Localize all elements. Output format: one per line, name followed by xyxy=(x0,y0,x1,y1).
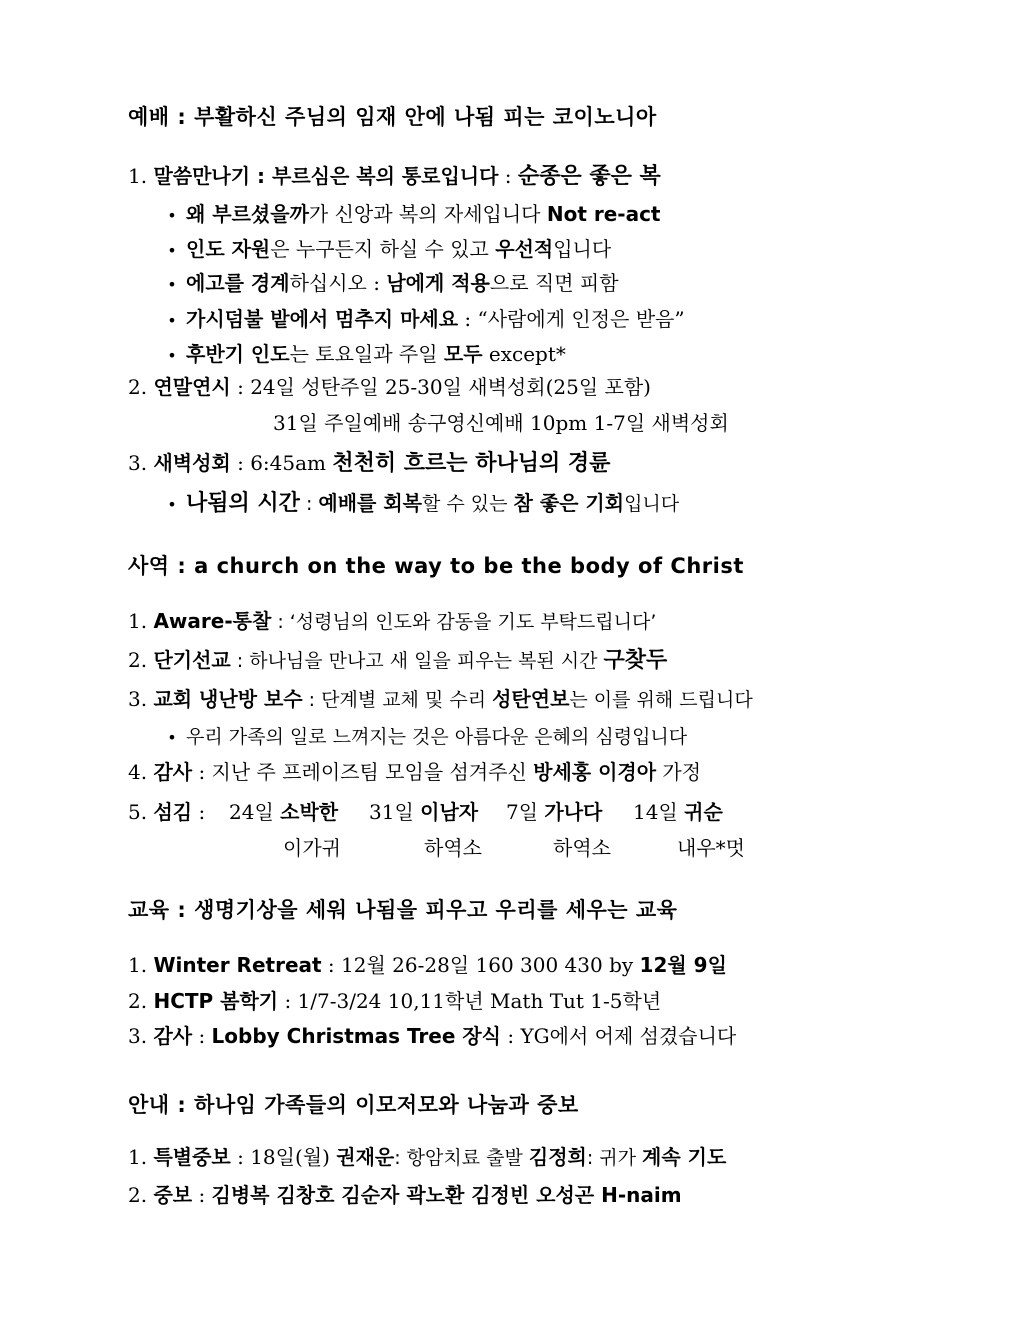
worship-bullet xyxy=(158,200,661,230)
bullet-text: 가 신앙과 복의 자세입니다 xyxy=(308,202,547,226)
worship-bullet xyxy=(158,269,619,299)
ministry-item-5 xyxy=(128,798,205,826)
notice-item-1 xyxy=(128,1143,726,1172)
item-bold: 김정희 xyxy=(528,1145,587,1169)
service-date xyxy=(229,798,338,826)
item-text: 는 이를 위해 드립니다 xyxy=(569,689,753,711)
service-sub: 하역소 xyxy=(553,836,611,860)
service-day: 7일 xyxy=(506,800,539,824)
worship-item-2-line2: 31일 주일예배 송구영신예배 10pm 1-7일 새벽성회 xyxy=(273,411,729,435)
worship-bullet xyxy=(158,340,566,370)
item-text: : 24일 성탄주일 25-30일 새벽성회(25일 포함) xyxy=(230,375,651,399)
bullet-bold: 모두 xyxy=(443,342,483,366)
bullet-icon: • xyxy=(167,346,177,365)
item-text: : 12월 26-28일 160 300 430 by xyxy=(321,953,640,977)
item-label: 감사 xyxy=(153,760,193,784)
bullet-icon: • xyxy=(167,275,177,294)
bullet-bold: 남에게 적용 xyxy=(386,271,490,295)
item-number: 1. xyxy=(128,164,148,188)
education-heading: 교육 : 생명기상을 세워 나됨을 피우고 우리를 세우는 교육 xyxy=(128,898,678,922)
bullet-icon: • xyxy=(167,206,177,225)
worship-bullet xyxy=(158,305,685,335)
service-day: 24일 xyxy=(229,800,274,824)
education-item-3 xyxy=(128,1022,736,1050)
bullet-icon: • xyxy=(167,311,177,330)
item-label: 단기선교 xyxy=(153,648,231,672)
service-date xyxy=(633,798,723,826)
item-number: 3. xyxy=(128,1024,148,1048)
item-bold: 성탄연보 xyxy=(492,687,570,711)
service-date xyxy=(369,798,478,826)
bullet-text: 우리 가족의 일로 느껴지는 것은 아름다운 은혜의 심령입니다 xyxy=(186,726,688,748)
item-label: 특별중보 xyxy=(153,1145,231,1169)
bullet-icon: • xyxy=(167,728,177,747)
sermon-subtitle: 순종은 좋은 복 xyxy=(517,164,661,189)
item-number: 2. xyxy=(128,989,148,1013)
item-text: : xyxy=(192,1183,212,1207)
item-number: 5. xyxy=(128,800,148,824)
item-label: HCTP 봄학기 xyxy=(153,989,279,1013)
ministry-item-3 xyxy=(128,685,753,714)
item-label: 교회 냉난방 보수 xyxy=(153,687,303,711)
item-number: 3. xyxy=(128,687,148,711)
item-text: : 단계별 교체 및 수리 xyxy=(302,689,493,711)
item-number: 3. xyxy=(128,451,148,475)
item-text: : xyxy=(192,1024,212,1048)
bullet-bold: 예배를 회복 xyxy=(318,491,422,515)
service-date xyxy=(506,798,602,826)
bullet-text: 으로 직면 피함 xyxy=(489,271,619,295)
bullet-bold: 후반기 인도 xyxy=(186,342,290,366)
item-bold: Lobby Christmas Tree 장식 xyxy=(211,1024,502,1048)
bullet-bold: 인도 자원 xyxy=(186,237,271,261)
bullet-text: 하십시오 : xyxy=(289,271,387,295)
service-sub: 내우*멋 xyxy=(677,836,745,860)
bullet-text: 할 수 있는 xyxy=(421,493,514,515)
bullet-bold: 참 좋은 기회 xyxy=(513,491,625,515)
bullet-bold: 가시덤불 밭에서 멈추지 마세요 xyxy=(186,307,459,331)
item-text: : YG에서 어제 섬겼습니다 xyxy=(501,1024,737,1048)
service-name: 이남자 xyxy=(420,800,479,824)
notice-heading: 안내 : 하나임 가족들의 이모저모와 나눔과 중보 xyxy=(128,1093,579,1117)
service-name: 귀순 xyxy=(684,800,723,824)
item-text: : 1/7-3/24 10,11학년 Math Tut 1-5학년 xyxy=(278,989,662,1013)
bullet-bold: 나됨의 시간 xyxy=(186,491,300,516)
item-text: : ‘성령님의 인도와 감동을 기도 부탁드립니다’ xyxy=(271,611,657,633)
notice-item-2 xyxy=(128,1181,682,1209)
bullet-text: 은 누구든지 하실 수 있고 xyxy=(270,237,496,261)
item-text: : 18일(월) xyxy=(230,1145,337,1169)
ministry-heading: 사역 : a church on the way to be the body of Christ xyxy=(128,554,744,578)
bullet-bold: 우선적 xyxy=(495,237,554,261)
item-bold: 계속 기도 xyxy=(642,1145,727,1169)
service-day: 14일 xyxy=(633,800,678,824)
item-bold: 구찾두 xyxy=(603,648,668,673)
separator: : xyxy=(192,800,206,824)
bullet-text: 입니다 xyxy=(553,237,612,261)
item-label: 연말연시 xyxy=(153,375,231,399)
item-label: 말씀만나기 xyxy=(153,164,251,188)
item-text: : 항암치료 출발 xyxy=(394,1147,529,1169)
item-number: 2. xyxy=(128,375,148,399)
separator: : xyxy=(498,164,518,188)
worship-item-1 xyxy=(128,162,661,191)
bullet-text: except* xyxy=(482,342,566,366)
item-label: 새벽성회 xyxy=(153,451,231,475)
bullet-text: : xyxy=(299,493,319,515)
bullet-text: : “사람에게 인정은 받음” xyxy=(458,307,685,331)
bullet-bold: 에고를 경계 xyxy=(186,271,290,295)
service-day: 31일 xyxy=(369,800,414,824)
item-label: Aware-통찰 xyxy=(153,609,272,633)
item-label: 중보 xyxy=(153,1183,193,1207)
item-bold: 권재운 xyxy=(336,1145,395,1169)
ministry-item-4 xyxy=(128,758,701,786)
bullet-text: 입니다 xyxy=(624,493,680,515)
service-sub: 하역소 xyxy=(424,836,482,860)
bullet-text: 는 토요일과 주일 xyxy=(289,342,444,366)
ministry-item-2 xyxy=(128,646,667,675)
item-number: 1. xyxy=(128,609,148,633)
bullet-bold: Not re-act xyxy=(546,202,661,226)
item-label: 감사 xyxy=(153,1024,193,1048)
item-bold: 천천히 흐르는 하나님의 경륜 xyxy=(332,451,611,476)
item-bold: 12월 9일 xyxy=(639,953,727,977)
item-text: : 6:45am xyxy=(230,451,333,475)
education-item-2 xyxy=(128,987,661,1015)
item-number: 2. xyxy=(128,1183,148,1207)
item-label: 섬김 xyxy=(153,800,193,824)
item-bold: 방세홍 이경아 xyxy=(533,760,657,784)
ministry-item-1 xyxy=(128,607,656,636)
bullet-icon: • xyxy=(167,495,177,514)
item-label: Winter Retreat xyxy=(153,953,322,977)
separator: : xyxy=(250,164,272,188)
item-number: 1. xyxy=(128,953,148,977)
worship-item-2 xyxy=(128,373,651,401)
item-bold: 김병복 김창호 김순자 곽노환 김정빈 오성곤 H-naim xyxy=(211,1183,682,1207)
worship-item-3-bullet xyxy=(158,489,679,519)
bullet-icon: • xyxy=(167,241,177,260)
worship-bullet xyxy=(158,235,611,265)
item-number: 4. xyxy=(128,760,148,784)
item-text: : 하나님을 만나고 새 일을 피우는 복된 시간 xyxy=(230,650,604,672)
bullet-bold: 왜 부르셨을까 xyxy=(186,202,309,226)
item-text: 가정 xyxy=(656,760,702,784)
item-text: : 지난 주 프레이즈팀 모임을 섬겨주신 xyxy=(192,760,534,784)
worship-heading: 예배 : 부활하신 주님의 임재 안에 나됨 피는 코이노니아 xyxy=(128,105,657,129)
service-name: 가나다 xyxy=(544,800,603,824)
service-sub: 이가귀 xyxy=(283,836,341,860)
education-item-1 xyxy=(128,951,727,979)
sermon-title: 부르심은 복의 통로입니다 xyxy=(272,164,499,188)
worship-item-3 xyxy=(128,449,610,478)
item-number: 1. xyxy=(128,1145,148,1169)
service-name: 소박한 xyxy=(280,800,339,824)
item-number: 2. xyxy=(128,648,148,672)
ministry-item-3-bullet xyxy=(158,722,687,752)
item-text: : 귀가 xyxy=(586,1147,643,1169)
